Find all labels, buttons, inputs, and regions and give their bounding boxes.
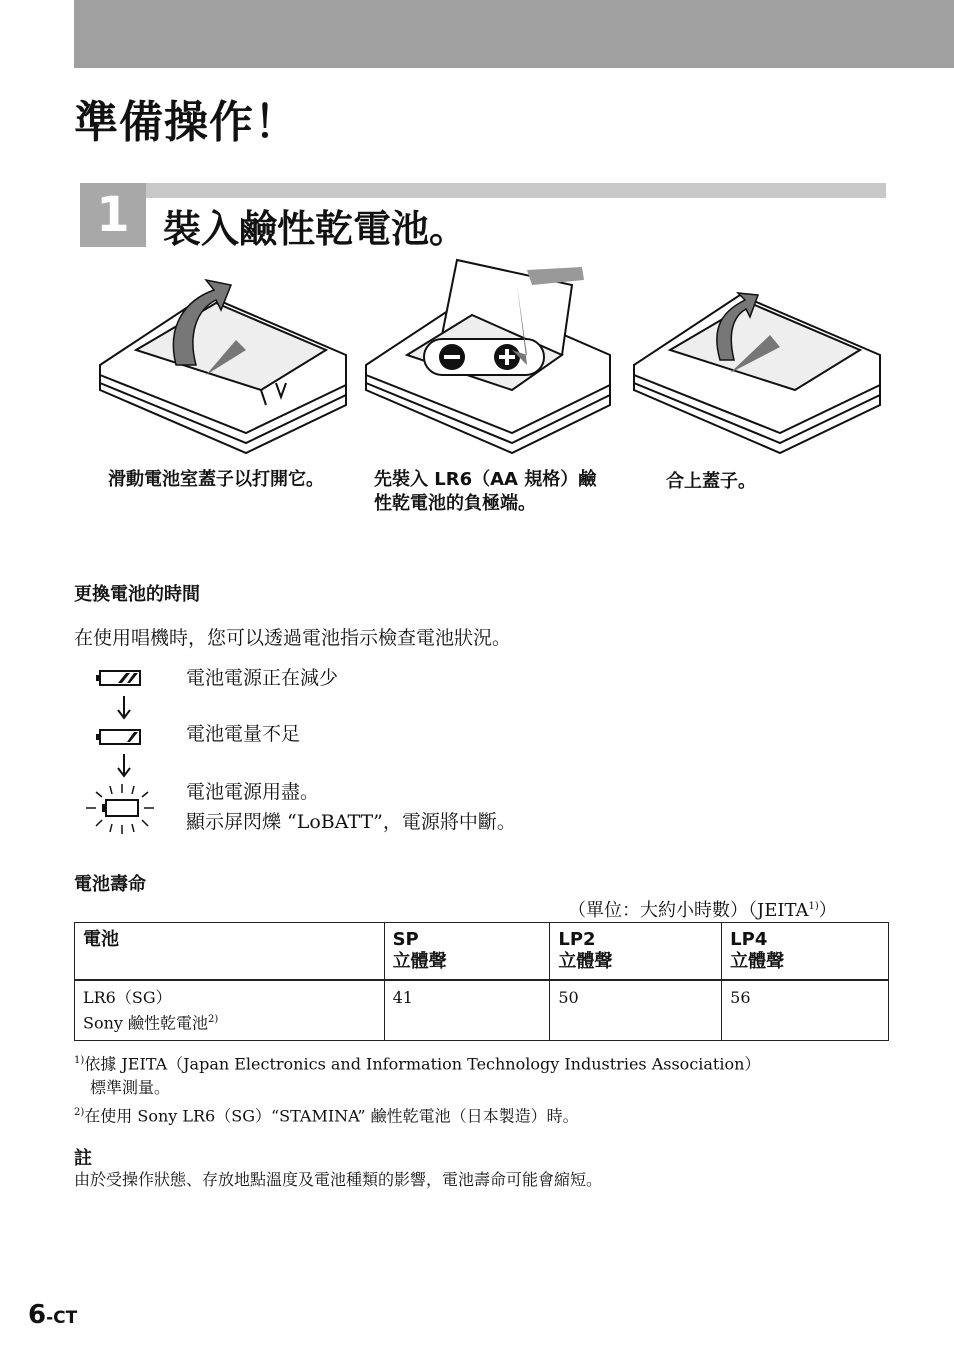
- table-cell-lp2: 50: [550, 980, 722, 1041]
- replace-intro: 在使用唱機時，您可以透過電池指示檢查電池狀況。: [74, 627, 512, 649]
- battery-empty-flashing-icon: [82, 780, 158, 836]
- table-row: [75, 980, 889, 1041]
- page-title: 準備操作！: [74, 97, 299, 148]
- table-header: LP2 立體聲: [550, 923, 722, 981]
- open-lid-illustration: [96, 255, 352, 455]
- battery-state-3-detail: 顯示屏閃爍 “LoBATT”，電源將中斷。: [186, 811, 516, 833]
- life-section-heading: 電池壽命: [74, 874, 146, 895]
- replace-section-heading: 更換電池的時間: [74, 584, 200, 605]
- close-lid-illustration: [630, 255, 884, 455]
- battery-state-3: 電池電源用盡。: [186, 781, 320, 803]
- unit-note: （單位：大約小時數）（JEITA$^{1)}$）: [568, 900, 837, 921]
- step-title: 裝入鹼性乾電池。: [163, 207, 468, 251]
- table-header: 電池: [75, 923, 385, 981]
- arrow-down-icon: [114, 694, 134, 720]
- header-bar: [74, 0, 954, 68]
- table-header: SP 立體聲: [384, 923, 550, 981]
- step-caption-close: 合上蓋子。: [666, 471, 756, 492]
- battery-weak-icon: [96, 727, 146, 747]
- footnote-1: $^{1)}$依據 JEITA（Japan Electronics and Information Technology Industries Association） 標準測量。: [74, 1054, 761, 1098]
- insert-battery-illustration: [362, 255, 614, 455]
- footnote-2: $^{2)}$在使用 Sony LR6（SG）“STAMINA” 鹼性乾電池（日本製造）時。: [74, 1106, 579, 1126]
- battery-state-2: 電池電量不足: [186, 723, 301, 745]
- step-caption-open: 滑動電池室蓋子以打開它。: [108, 469, 324, 490]
- note-text: 由於受操作狀態、存放地點溫度及電池種類的影響，電池壽命可能會縮短。: [74, 1170, 603, 1189]
- table-cell-sp: 41: [384, 980, 550, 1041]
- step-caption-insert: 先裝入 LR6（AA 規格）鹼性乾電池的負極端。: [374, 469, 597, 514]
- table-header-row: [75, 923, 889, 981]
- battery-life-table: [74, 922, 889, 1041]
- battery-state-1: 電池電源正在減少: [186, 667, 339, 689]
- note-heading: 註: [74, 1148, 92, 1169]
- step-bar: [146, 183, 886, 198]
- table-cell-battery: LR6（SG） Sony 鹼性乾電池$^{2)}$: [75, 980, 385, 1041]
- battery-low-icon: [96, 668, 146, 688]
- table-cell-lp4: 56: [722, 980, 889, 1041]
- step-number: 1: [80, 183, 146, 247]
- arrow-down-icon: [114, 752, 134, 778]
- table-header: LP4 立體聲: [722, 923, 889, 981]
- page-number: 6-CT: [28, 1300, 78, 1330]
